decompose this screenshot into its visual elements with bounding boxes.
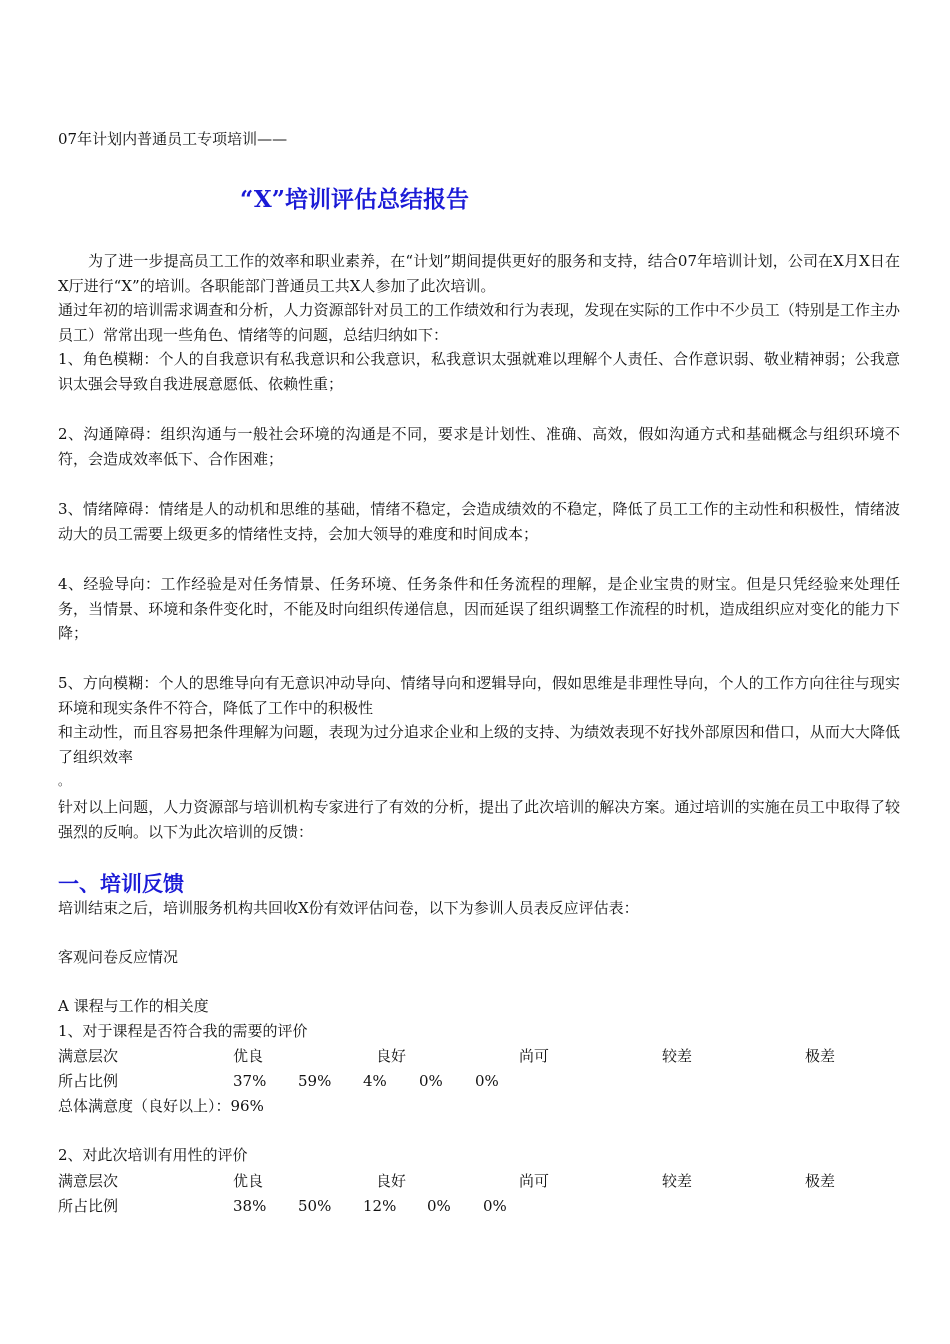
problem-item-4: 4、经验导向：工作经验是对任务情景、任务环境、任务条件和任务流程的理解，是企业宝贵的财宝。但是只凭经验来处理任务，当情景、环境和条件变化时，不能及时向组织传递信息，因而延误了组织调整工作流程的时机，造成组织应对变化的能力下降；	[58, 575, 900, 642]
ratio-label: 所占比例	[58, 1072, 119, 1090]
ratio-cell: 0%	[483, 1197, 507, 1215]
level-cell: 极差	[805, 1172, 836, 1190]
problem-item-5a: 5、方向模糊：个人的思维导向有无意识冲动导向、情绪导向和逻辑导向，假如思维是非理性导向，个人的工作方向往往与现实环境和现实条件不符合，降低了工作中的积极性	[58, 674, 900, 717]
level-label: 满意层次	[58, 1172, 119, 1190]
problem-item-2: 2、沟通障碍：组织沟通与一般社会环境的沟通是不同，要求是计划性、准确、高效，假如沟通方式和基础概念与组织环境不符，会造成效率低下、合作困难；	[58, 425, 900, 468]
question-1-ratio-row	[58, 1069, 903, 1093]
level-label: 满意层次	[58, 1047, 119, 1065]
ratio-label: 所占比例	[58, 1197, 119, 1215]
level-cell: 良好	[376, 1172, 407, 1190]
question-1-overall: 总体满意度（良好以上）：96%	[58, 1097, 264, 1115]
ratio-cell: 50%	[298, 1197, 332, 1215]
intro-paragraph-1: 为了进一步提高员工工作的效率和职业素养，在“计划”期间提供更好的服务和支持，结合07年培训计划，公司在X月X日在X厅进行“X”的培训。各职能部门普通员工共X人参加了此次培训。	[58, 252, 900, 295]
section-heading-feedback: 一、培训反馈	[58, 871, 184, 896]
ratio-cell: 59%	[298, 1072, 332, 1090]
question-2-ratio-row	[58, 1194, 903, 1218]
document-title: “X”培训评估总结报告	[240, 186, 469, 213]
level-cell: 良好	[376, 1047, 407, 1065]
ratio-cell: 0%	[475, 1072, 499, 1090]
intro-paragraph-3: 针对以上问题，人力资源部与培训机构专家进行了有效的分析，提出了此次培训的解决方案。通过培训的实施在员工中取得了较强烈的反响。以下为此次培训的反馈：	[58, 798, 900, 841]
question-1-title: 1、对于课程是否符合我的需要的评价	[58, 1022, 308, 1040]
intro-paragraph-2: 通过年初的培训需求调查和分析，人力资源部针对员工的工作绩效和行为表现，发现在实际的工作中不少员工（特别是工作主办员工）常常出现一些角色、情绪等的问题，总结归纳如下：	[58, 301, 900, 344]
level-cell: 尚可	[519, 1172, 550, 1190]
ratio-cell: 0%	[419, 1072, 443, 1090]
question-2-title: 2、对此次培训有用性的评价	[58, 1146, 248, 1164]
level-cell: 优良	[233, 1172, 264, 1190]
ratio-cell: 4%	[363, 1072, 387, 1090]
feedback-intro: 培训结束之后，培训服务机构共回收X份有效评估问卷，以下为参训人员表反应评估表：	[58, 899, 639, 917]
category-a-heading: A 课程与工作的相关度	[58, 997, 209, 1015]
level-cell: 较差	[662, 1047, 693, 1065]
problem-item-5c: 。	[58, 774, 71, 788]
ratio-cell: 38%	[233, 1197, 267, 1215]
survey-subheading: 客观问卷反应情况	[58, 948, 179, 966]
ratio-cell: 12%	[363, 1197, 397, 1215]
level-cell: 较差	[662, 1172, 693, 1190]
problem-item-5b: 和主动性，而且容易把条件理解为问题，表现为过分追求企业和上级的支持、为绩效表现不好找外部原因和借口，从而大大降低了组织效率	[58, 723, 900, 766]
problem-item-1: 1、角色模糊：个人的自我意识有私我意识和公我意识，私我意识太强就难以理解个人责任、合作意识弱、敬业精神弱；公我意识太强会导致自我进展意愿低、依赖性重；	[58, 350, 900, 393]
document-page	[58, 0, 903, 1344]
question-2-level-row	[58, 1169, 903, 1193]
ratio-cell: 0%	[427, 1197, 451, 1215]
level-cell: 尚可	[519, 1047, 550, 1065]
level-cell: 优良	[233, 1047, 264, 1065]
level-cell: 极差	[805, 1047, 836, 1065]
question-1-level-row	[58, 1044, 903, 1068]
ratio-cell: 37%	[233, 1072, 267, 1090]
problem-item-3: 3、情绪障碍：情绪是人的动机和思维的基础，情绪不稳定，会造成绩效的不稳定，降低了员工工作的主动性和积极性，情绪波动大的员工需要上级更多的情绪性支持，会加大领导的难度和时间成本；	[58, 500, 900, 543]
document-subtitle: 07年计划内普通员工专项培训——	[58, 130, 288, 148]
